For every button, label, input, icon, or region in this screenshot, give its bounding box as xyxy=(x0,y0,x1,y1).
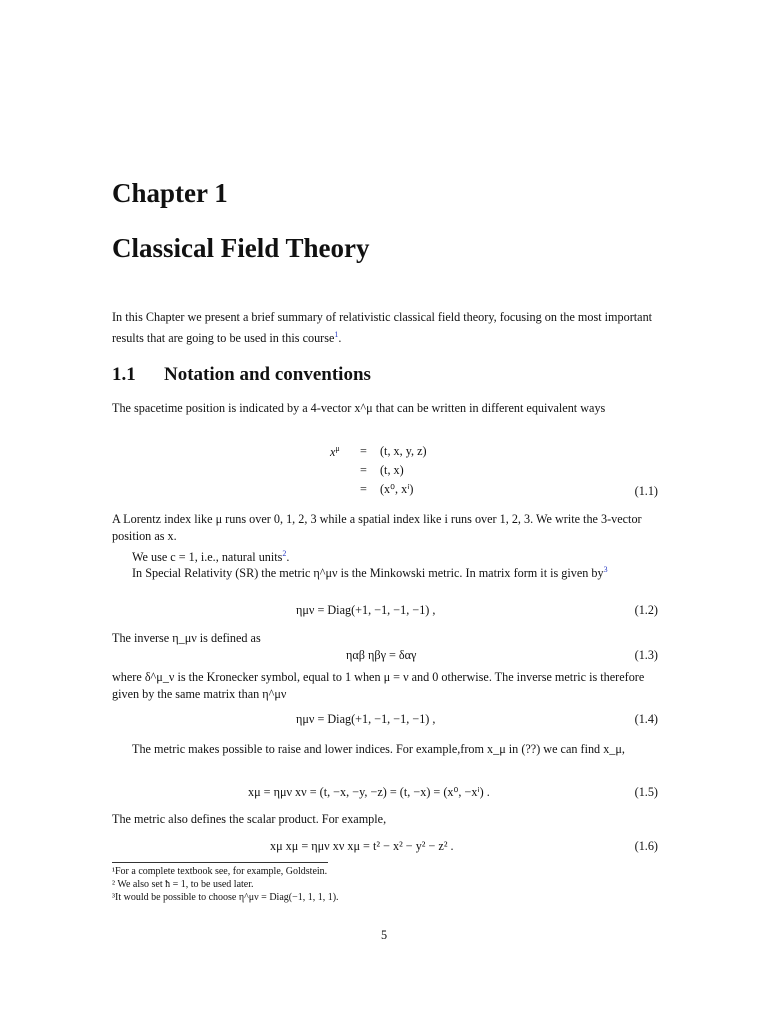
paragraph-raise-lower: The metric makes possible to raise and lower indices. For example,from x_μ in (??) we can find x_μ, xyxy=(132,742,625,756)
eq-1-1-lhs: $x^\mu$ xyxy=(330,444,340,460)
paragraph-natural-units: We use c = 1, i.e., natural units$^2$. xyxy=(132,549,290,565)
eq-1-5-number: (1.5) xyxy=(634,785,658,799)
eq-1-1-eq-2: = xyxy=(360,463,367,477)
eq-1-2-number: (1.2) xyxy=(634,603,658,617)
paragraph-lorentz-index: A Lorentz index like μ runs over 0, 1, 2, 3 while a spatial index like i runs over 1, 2, 3. We write the 3-vector position as x. xyxy=(112,512,642,543)
eq-1-1-row-3: (x⁰, xⁱ) xyxy=(380,482,414,496)
intro-paragraph: In this Chapter we present a brief summary of relativistic classical field theory, focusing on the most important results that are going to be used in this course$^1$. xyxy=(112,310,653,346)
eq-1-1-row-1: (t, x, y, z) xyxy=(380,444,427,458)
chapter-title: Classical Field Theory xyxy=(112,233,370,263)
paragraph-scalar-product: The metric also defines the scalar product. For example, xyxy=(112,812,387,826)
paragraph-minkowski: In Special Relativity (SR) the metric η^μν is the Minkowski metric. In matrix form it is given by$^3$ xyxy=(132,565,608,581)
eq-1-3-number: (1.3) xyxy=(634,648,658,662)
section-number: 1.1 xyxy=(112,364,136,385)
section-title: Notation and conventions xyxy=(164,364,371,385)
page-number: 5 xyxy=(380,928,388,942)
eq-1-4-number: (1.4) xyxy=(634,712,658,726)
footnote-1: ¹For a complete textbook see, for example, Goldstein. xyxy=(112,866,328,877)
eq-1-1-eq-1: = xyxy=(360,444,367,458)
eq-1-6: xμ xμ = ημν xν xμ = t² − x² − y² − z² . xyxy=(270,839,454,853)
paragraph-kronecker: where δ^μ_ν is the Kronecker symbol, equal to 1 when μ = ν and 0 otherwise. The inverse metric is therefore given by the same matrix than η^μν xyxy=(112,670,645,701)
eq-1-2: ημν = Diag(+1, −1, −1, −1) , xyxy=(296,603,436,617)
footnote-ref-3[interactable]: 3 xyxy=(603,565,608,574)
footnote-ref-2[interactable]: 2 xyxy=(282,549,287,558)
eq-1-1-row-2: (t, x) xyxy=(380,463,404,477)
paragraph-inverse: The inverse η_μν is defined as xyxy=(112,631,261,645)
chapter-label: Chapter 1 xyxy=(112,178,228,208)
section-heading xyxy=(112,364,371,386)
footnote-3: ³It would be possible to choose η^μν = Diag(−1, 1, 1, 1). xyxy=(112,892,339,903)
eq-1-5: xμ = ημν xν = (t, −x, −y, −z) = (t, −x) = (x⁰, −xⁱ) . xyxy=(248,785,490,799)
eq-1-1-number: (1.1) xyxy=(634,484,658,498)
footnote-2: ² We also set ħ = 1, to be used later. xyxy=(112,879,254,890)
eq-1-6-number: (1.6) xyxy=(634,839,658,853)
footnote-rule xyxy=(112,862,328,863)
eq-1-4: ημν = Diag(+1, −1, −1, −1) , xyxy=(296,712,436,726)
eq-1-1-eq-3: = xyxy=(360,482,367,496)
paragraph-spacetime: The spacetime position is indicated by a 4-vector x^μ that can be written in different equivalent ways xyxy=(112,401,606,415)
footnote-ref-1[interactable]: 1 xyxy=(334,330,339,339)
eq-1-3: ηαβ ηβγ = δαγ xyxy=(346,648,417,662)
